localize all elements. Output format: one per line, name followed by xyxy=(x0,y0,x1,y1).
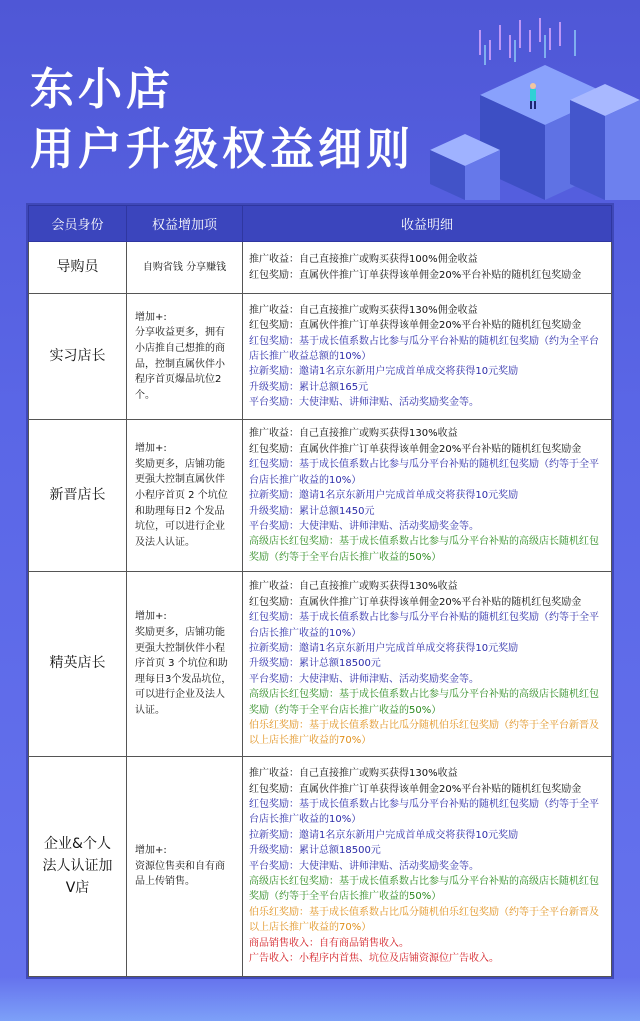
table-row xyxy=(29,242,612,294)
table-row xyxy=(29,420,612,572)
income-line: 推广收益：自己直接推广或购买获得130%佣金收益 xyxy=(249,304,478,316)
income-line: 红包奖励：基于成长值系数占比参与瓜分平台补贴的随机红包奖励（约等于全平台店长推广收益的10%） xyxy=(249,612,599,639)
income-line: 高级店长红包奖励：基于成长值系数占比参与瓜分平台补贴的高级店长随机红包奖励（约等于全平台店长推广收益的50%） xyxy=(249,876,599,903)
bottom-glow-decoration xyxy=(0,977,640,1021)
increase-text: 资源位售卖和自有商品上传销售。 xyxy=(135,860,225,888)
income-line: 平台奖励：大使津贴、讲师津贴、活动奖励奖金等。 xyxy=(249,860,479,872)
header-role: 会员身份 xyxy=(29,206,127,242)
table-row xyxy=(29,572,612,756)
income-line: 伯乐红奖励：基于成长值系数占比瓜分随机伯乐红包奖励（约等于全平台新晋及以上店长推广收益的70%） xyxy=(249,906,599,934)
income-line: 高级店长红包奖励：基于成长值系数占比参与瓜分平台补贴的高级店长随机红包奖励（约等于全平台店长推广收益的50%） xyxy=(249,536,599,563)
income-line: 红包奖励：直属伙伴推广订单获得该单佣金20%平台补贴的随机红包奖励金 xyxy=(249,320,582,332)
increase-text: 分享收益更多，拥有小店推自己想推的商品，控制直属伙伴小程序首页爆品坑位2个。 xyxy=(135,327,225,401)
increase-text: 奖励更多，店铺功能更强大控制伙伴小程序首页 3 个坑位和助理每日3个发品坑位，可以进行企业及法人认证。 xyxy=(135,627,232,717)
member-role: 精英店长 xyxy=(29,572,127,756)
income-line: 升级奖励：累计总额165元 xyxy=(249,381,369,393)
income-details xyxy=(243,420,612,572)
income-line: 推广收益：自己直接推广或购买获得130%收益 xyxy=(249,428,458,440)
member-role: 实习店长 xyxy=(29,294,127,420)
member-role: 企业&个人法人认证加V店 xyxy=(29,756,127,976)
table-row xyxy=(29,294,612,420)
member-role: 导购员 xyxy=(29,242,127,294)
income-line: 红包奖励：直属伙伴推广订单获得该单佣金20%平台补贴的随机红包奖励金 xyxy=(249,596,582,608)
increase-text: 增加+: xyxy=(135,311,167,323)
increase-text: 奖励更多，店铺功能更强大控制直属伙伴小程序首页 2 个坑位和助理每日2 个发品坑位，可以进行企业及法人认证。 xyxy=(135,458,228,548)
member-role: 新晋店长 xyxy=(29,420,127,572)
income-line: 平台奖励：大使津贴、讲师津贴、活动奖励奖金等。 xyxy=(249,520,479,532)
income-line: 商品销售收入：自有商品销售收入。 xyxy=(249,937,409,949)
income-details xyxy=(243,756,612,976)
table-header-row xyxy=(29,206,612,242)
title-line-2: 用户升级权益细则 xyxy=(30,124,414,175)
benefit-increase xyxy=(127,572,243,756)
income-details xyxy=(243,294,612,420)
header-increase: 权益增加项 xyxy=(127,206,243,242)
increase-text: 增加+: xyxy=(135,844,167,856)
title-line-1: 东小店 xyxy=(30,64,174,115)
benefit-increase xyxy=(127,294,243,420)
income-line: 红包奖励：直属伙伴推广订单获得该单佣金20%平台补贴的随机红包奖励金 xyxy=(249,269,582,281)
income-line: 红包奖励：直属伙伴推广订单获得该单佣金20%平台补贴的随机红包奖励金 xyxy=(249,443,582,455)
income-line: 拉新奖励：邀请1名京东新用户完成首单成交将获得10元奖励 xyxy=(249,642,519,654)
income-details xyxy=(243,242,612,294)
income-details xyxy=(243,572,612,756)
increase-text: 自购省钱 分享赚钱 xyxy=(142,261,227,273)
income-line: 高级店长红包奖励：基于成长值系数占比参与瓜分平台补贴的高级店长随机红包奖励（约等于全平台店长推广收益的50%） xyxy=(249,689,599,716)
income-line: 广告收入：小程序内首焦、坑位及店铺资源位广告收入。 xyxy=(249,953,499,965)
increase-text: 增加+: xyxy=(135,443,167,455)
increase-text: 增加+: xyxy=(135,611,167,623)
income-line: 拉新奖励：邀请1名京东新用户完成首单成交将获得10元奖励 xyxy=(249,366,519,378)
income-line: 推广收益：自己直接推广或购买获得130%收益 xyxy=(249,581,458,593)
isometric-building-illustration xyxy=(410,0,640,200)
income-line: 红包奖励：基于成长值系数占比参与瓜分平台补贴的随机红包奖励（约等于全平台店长推广收益的10%） xyxy=(249,799,599,826)
income-line: 升级奖励：累计总额18500元 xyxy=(249,658,381,670)
income-line: 平台奖励：大使津贴、讲师津贴、活动奖励奖金等。 xyxy=(249,673,479,685)
income-line: 升级奖励：累计总额1450元 xyxy=(249,505,375,517)
income-line: 拉新奖励：邀请1名京东新用户完成首单成交将获得10元奖励 xyxy=(249,829,519,841)
page-title xyxy=(30,60,414,180)
header-detail: 收益明细 xyxy=(243,206,612,242)
benefit-increase xyxy=(127,420,243,572)
income-line: 升级奖励：累计总额18500元 xyxy=(249,845,381,857)
table-row xyxy=(29,756,612,976)
income-line: 推广收益：自己直接推广或购买获得130%收益 xyxy=(249,768,458,780)
benefit-increase xyxy=(127,242,243,294)
income-line: 推广收益：自己直接推广或购买获得100%佣金收益 xyxy=(249,254,478,266)
benefits-table xyxy=(28,205,612,977)
benefit-increase xyxy=(127,756,243,976)
income-line: 红包奖励：基于成长值系数占比参与瓜分平台补贴的随机红包奖励（约等于全平台店长推广收益的10%） xyxy=(249,459,599,486)
income-line: 红包奖励：直属伙伴推广订单获得该单佣金20%平台补贴的随机红包奖励金 xyxy=(249,783,582,795)
income-line: 平台奖励：大使津贴、讲师津贴、活动奖励奖金等。 xyxy=(249,397,479,409)
income-line: 伯乐红奖励：基于成长值系数占比瓜分随机伯乐红包奖励（约等于全平台新晋及以上店长推广收益的70%） xyxy=(249,719,599,747)
income-line: 红包奖励：基于成长值系数占比参与瓜分平台补贴的随机红包奖励（约为全平台店长推广收益总额的10%） xyxy=(249,335,599,362)
income-line: 拉新奖励：邀请1名京东新用户完成首单成交将获得10元奖励 xyxy=(249,490,519,502)
